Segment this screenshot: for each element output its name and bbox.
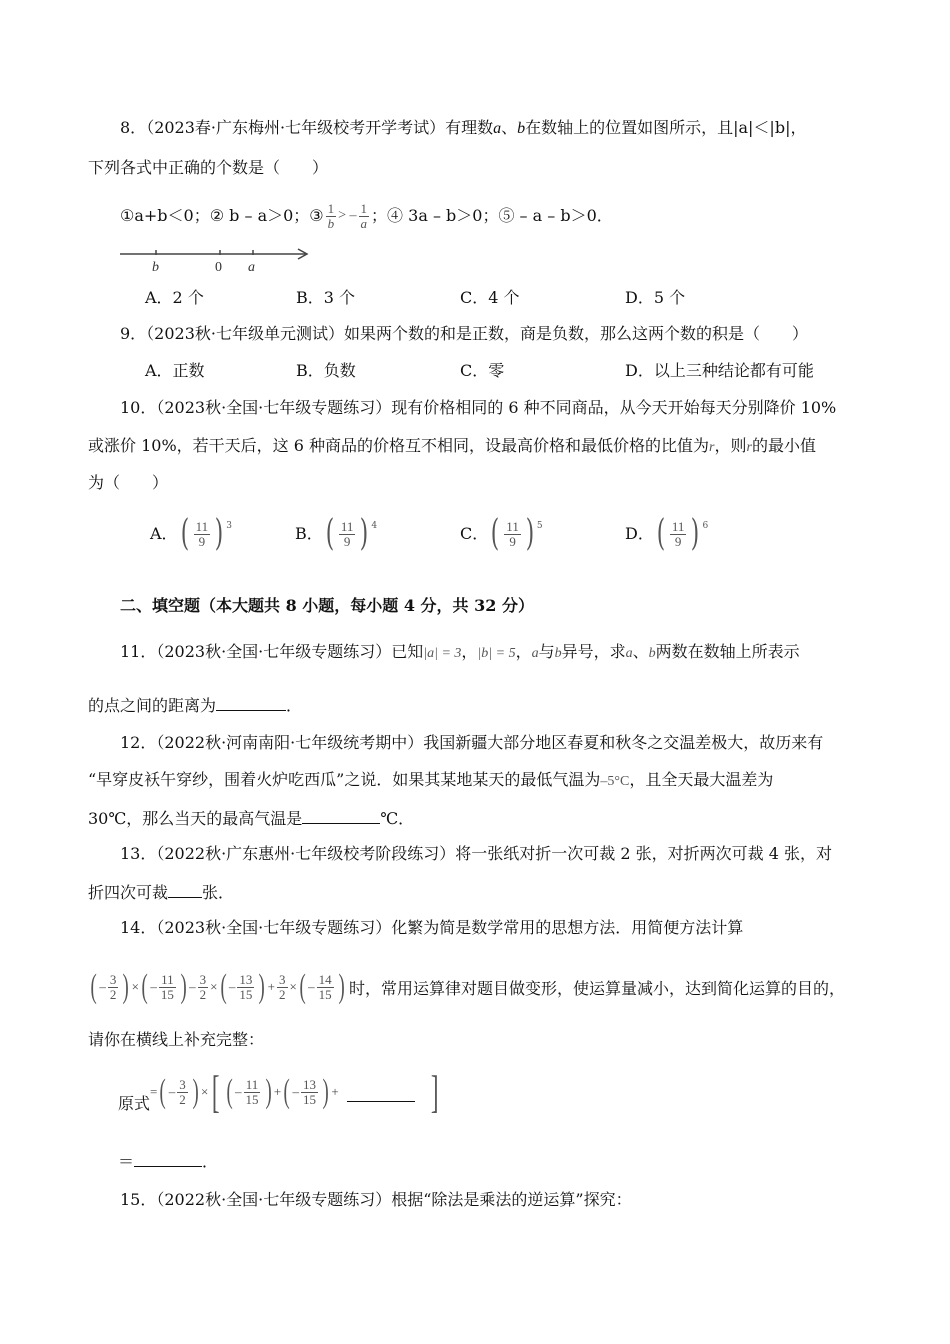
answer-blank[interactable]: [168, 881, 202, 898]
number-line: [118, 244, 318, 276]
q12-line1: 12．（2022秋·河南南阳·七年级统考期中）我国新疆大部分地区春夏和秋冬之交温差极大，故历来有: [120, 733, 824, 752]
q13-line2: 折四次可裁 张．: [88, 883, 235, 902]
q8-option-c[interactable]: C．4 个: [460, 288, 520, 307]
q10-option-d[interactable]: D． ( $\frac{11}{9}$ ) 6: [625, 513, 709, 554]
q8-option-b[interactable]: B．3 个: [296, 288, 356, 307]
q10-line2: 或涨价 10%，若干天后，这 6 种商品的价格互不相同，设最高价格和最低价格的比值为r，则r的最小值: [88, 436, 816, 455]
q14-original-expression: 原式 = ( – $\frac{3}{2}$ ) × [ ( – $\frac{11}{15}$ ) + ( – $\frac{13}{15}$ ) + ]: [118, 1066, 439, 1117]
q13-line1: 13．（2022秋·广东惠州·七年级校考阶段练习）将一张纸对折一次可裁 2 张，对折两次可裁 4 张，对: [120, 844, 832, 863]
q9-option-d[interactable]: D．以上三种结论都有可能: [625, 361, 814, 380]
q8-statements: ①a+b＜0； ② b – a＞0；③ $\frac{1}{b}$ > – $\frac{1}{a}$ ；④ 3a – b＞0；⑤ – a – b＞0．: [120, 200, 613, 231]
fraction-1-over-b: $\frac{1}{b}$: [327, 200, 335, 231]
q9-option-b[interactable]: B．负数: [296, 361, 356, 380]
q9-option-a[interactable]: A．正数: [145, 361, 205, 380]
answer-blank[interactable]: [134, 1150, 202, 1167]
q11-line1: 11．（2023秋·全国·七年级专题练习）已知|a| = 3，|b| = 5，a与b异号，求a、b两数在数轴上所表示: [120, 642, 800, 661]
q10-line3: 为（ ）: [88, 473, 169, 492]
axis-label-0: 0: [215, 260, 222, 275]
q10-option-a[interactable]: A． ( $\frac{11}{9}$ ) 3: [150, 513, 232, 554]
q8-option-d[interactable]: D．5 个: [625, 288, 686, 307]
q14-line5: ＝ ．: [118, 1152, 219, 1171]
q9-option-c[interactable]: C．零: [460, 361, 505, 380]
q11-line2: 的点之间的距离为 ．: [88, 696, 303, 715]
answer-blank[interactable]: [216, 694, 286, 711]
q15-line1: 15．（2022秋·全国·七年级专题练习）根据“除法是乘法的逆运算”探究：: [120, 1190, 632, 1209]
q8-option-a[interactable]: A．2 个: [145, 288, 204, 307]
axis-label-a: a: [248, 260, 255, 275]
axis-label-b: b: [152, 260, 159, 275]
section-2-title: 二、填空题（本大题共 8 小题，每小题 4 分，共 32 分）: [120, 596, 534, 615]
q8-line2: 下列各式中正确的个数是（ ）: [88, 158, 329, 177]
answer-blank[interactable]: [347, 1085, 415, 1102]
answer-blank[interactable]: [302, 807, 380, 824]
q9-stem: 9．（2023秋·七年级单元测试）如果两个数的和是正数，商是负数，那么这两个数的积是（ ）: [120, 324, 808, 343]
q10-option-b[interactable]: B． ( $\frac{11}{9}$ ) 4: [295, 513, 378, 554]
q12-line2: “早穿皮袄午穿纱，围着火炉吃西瓜”之说．如果其某地某天的最低气温为–5°C，且全天最大温差为: [88, 770, 774, 789]
q12-line3: 30℃，那么当天的最高气温是 ℃．: [88, 809, 415, 828]
fraction-1-over-a: $\frac{1}{a}$: [360, 200, 368, 231]
q10-line1: 10．（2023秋·全国·七年级专题练习）现有价格相同的 6 种不同商品，从今天开始每天分别降价 10%: [120, 398, 837, 417]
q14-expression: ( – $\frac{3}{2}$ ) × ( – $\frac{11}{15}$ ) – $\frac{3}{2}$ × ( – $\frac{13}{15}$ ) + $\frac{3}{2}$ × ( – $\frac{14}{15}$ ) 时，常用运算律对题目做变形，使运算量减小，达到简化运算的目的，: [90, 968, 846, 1005]
q14-line1: 14．（2023秋·全国·七年级专题练习）化繁为简是数学常用的思想方法．用简便方法计算: [120, 918, 744, 937]
q8-line1: 8．（2023春·广东梅州·七年级校考开学考试）有理数a、b在数轴上的位置如图所示，且|a|＜|b|，: [120, 118, 807, 137]
q10-option-c[interactable]: C． ( $\frac{11}{9}$ ) 5: [460, 513, 543, 554]
q14-line3: 请你在横线上补充完整：: [88, 1030, 265, 1049]
